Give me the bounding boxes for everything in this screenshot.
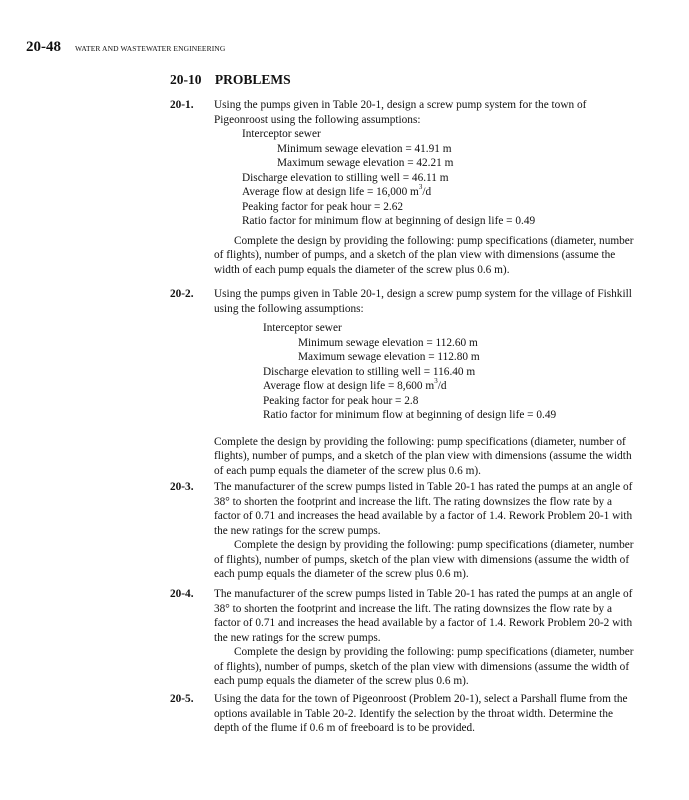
- spec-average-flow: Average flow at design life = 8,600 $m^3/d$: [263, 377, 447, 392]
- problem-20-5: [170, 692, 640, 736]
- spec-discharge: Discharge elevation to stilling well = 46.11 m: [242, 171, 449, 184]
- problem-20-2: [170, 287, 640, 478]
- problem-number: 20-4.: [170, 588, 194, 600]
- problem-intro: The manufacturer of the screw pumps listed in Table 20-1 has rated the pumps at an angle of 38° to shorten the footprint and increase the lift. The rating downsizes the flow rate by a factor of 0.71 and increases the head available by a factor of 1.4. Rework Problem 20-1 with the new ratings for the screw pumps.: [214, 481, 633, 537]
- spec-ratio-factor: Ratio factor for minimum flow at beginning of design life = 0.49: [263, 409, 557, 421]
- problem-intro: Using the data for the town of Pigeonroost (Problem 20-1), select a Parshall flume from the options available in Table 20-2. Identify the selection by the throat width. Determine the depth of the flume if 0.6 m of freeboard is to be provided.: [214, 693, 628, 734]
- problem-20-3: [170, 480, 640, 582]
- problem-number: 20-3.: [170, 481, 194, 493]
- problem-intro: Using the pumps given in Table 20-1, design a screw pump system for the town of Pigeonroost using the following assumptions:: [214, 99, 587, 126]
- spec-interceptor: Interceptor sewer: [242, 128, 321, 140]
- problem-intro: The manufacturer of the screw pumps listed in Table 20-1 has rated the pumps at an angle of 38° to shorten the footprint and increase the lift. The rating downsizes the flow rate by a factor of 0.71 and increases the head available by a factor of 1.4. Rework Problem 20-2 with the new ratings for the screw pumps.: [214, 588, 633, 644]
- spec-peaking-factor: Peaking factor for peak hour = 2.8: [263, 394, 419, 407]
- problem-number: 20-5.: [170, 693, 194, 705]
- page-header: [26, 38, 225, 56]
- section-number: 20-10: [170, 72, 202, 87]
- spec-min-elevation: Minimum sewage elevation = 41.91 m: [277, 142, 452, 155]
- problem-closing: Complete the design by providing the following: pump specifications (diameter, number of flights), number of pumps, sketch of the plan view with dimensions (assume the width of each pump equals the diameter of the screw plus 0.6 m).: [214, 646, 634, 687]
- problem-20-1: [170, 98, 640, 277]
- spec-ratio-factor: Ratio factor for minimum flow at beginning of design life = 0.49: [242, 215, 536, 227]
- section-title: PROBLEMS: [214, 72, 291, 87]
- problem-closing: Complete the design by providing the following: pump specifications (diameter, number of flights), number of pumps, sketch of the plan view with dimensions (assume the width of each pump equals the diameter of the screw plus 0.6 m).: [214, 539, 634, 580]
- problem-closing: Complete the design by providing the following: pump specifications (diameter, number of flights), number of pumps, and a sketch of the plan view with dimensions (assume the width of each pump equals the diameter of the screw plus 0.6 m).: [214, 435, 632, 477]
- spec-interceptor: Interceptor sewer: [263, 322, 342, 334]
- spec-max-elevation: Maximum sewage elevation = 42.21 m: [277, 157, 454, 169]
- spec-block: [263, 321, 640, 423]
- spec-discharge: Discharge elevation to stilling well = 116.40 m: [263, 365, 476, 378]
- problem-intro: Using the pumps given in Table 20-1, design a screw pump system for the village of Fishkill using the following assumptions:: [214, 288, 632, 315]
- problem-20-4: [170, 587, 640, 689]
- spec-peaking-factor: Peaking factor for peak hour = 2.62: [242, 200, 404, 213]
- problem-closing: Complete the design by providing the following: pump specifications (diameter, number of flights), number of pumps, and a sketch of the plan view with dimensions (assume the width of each pump equals the diameter of the screw plus 0.6 m).: [214, 234, 634, 276]
- spec-average-flow: Average flow at design life = 16,000 $m^3/d$: [242, 183, 432, 198]
- problem-number: 20-1.: [170, 99, 194, 111]
- spec-max-elevation: Maximum sewage elevation = 112.80 m: [298, 351, 480, 363]
- section-heading: [170, 72, 291, 88]
- spec-block: [242, 127, 640, 229]
- page-number: 20-48: [26, 39, 61, 55]
- running-title: WATER AND WASTEWATER ENGINEERING: [75, 44, 226, 53]
- spec-min-elevation: Minimum sewage elevation = 112.60 m: [298, 336, 478, 349]
- problem-number: 20-2.: [170, 288, 194, 300]
